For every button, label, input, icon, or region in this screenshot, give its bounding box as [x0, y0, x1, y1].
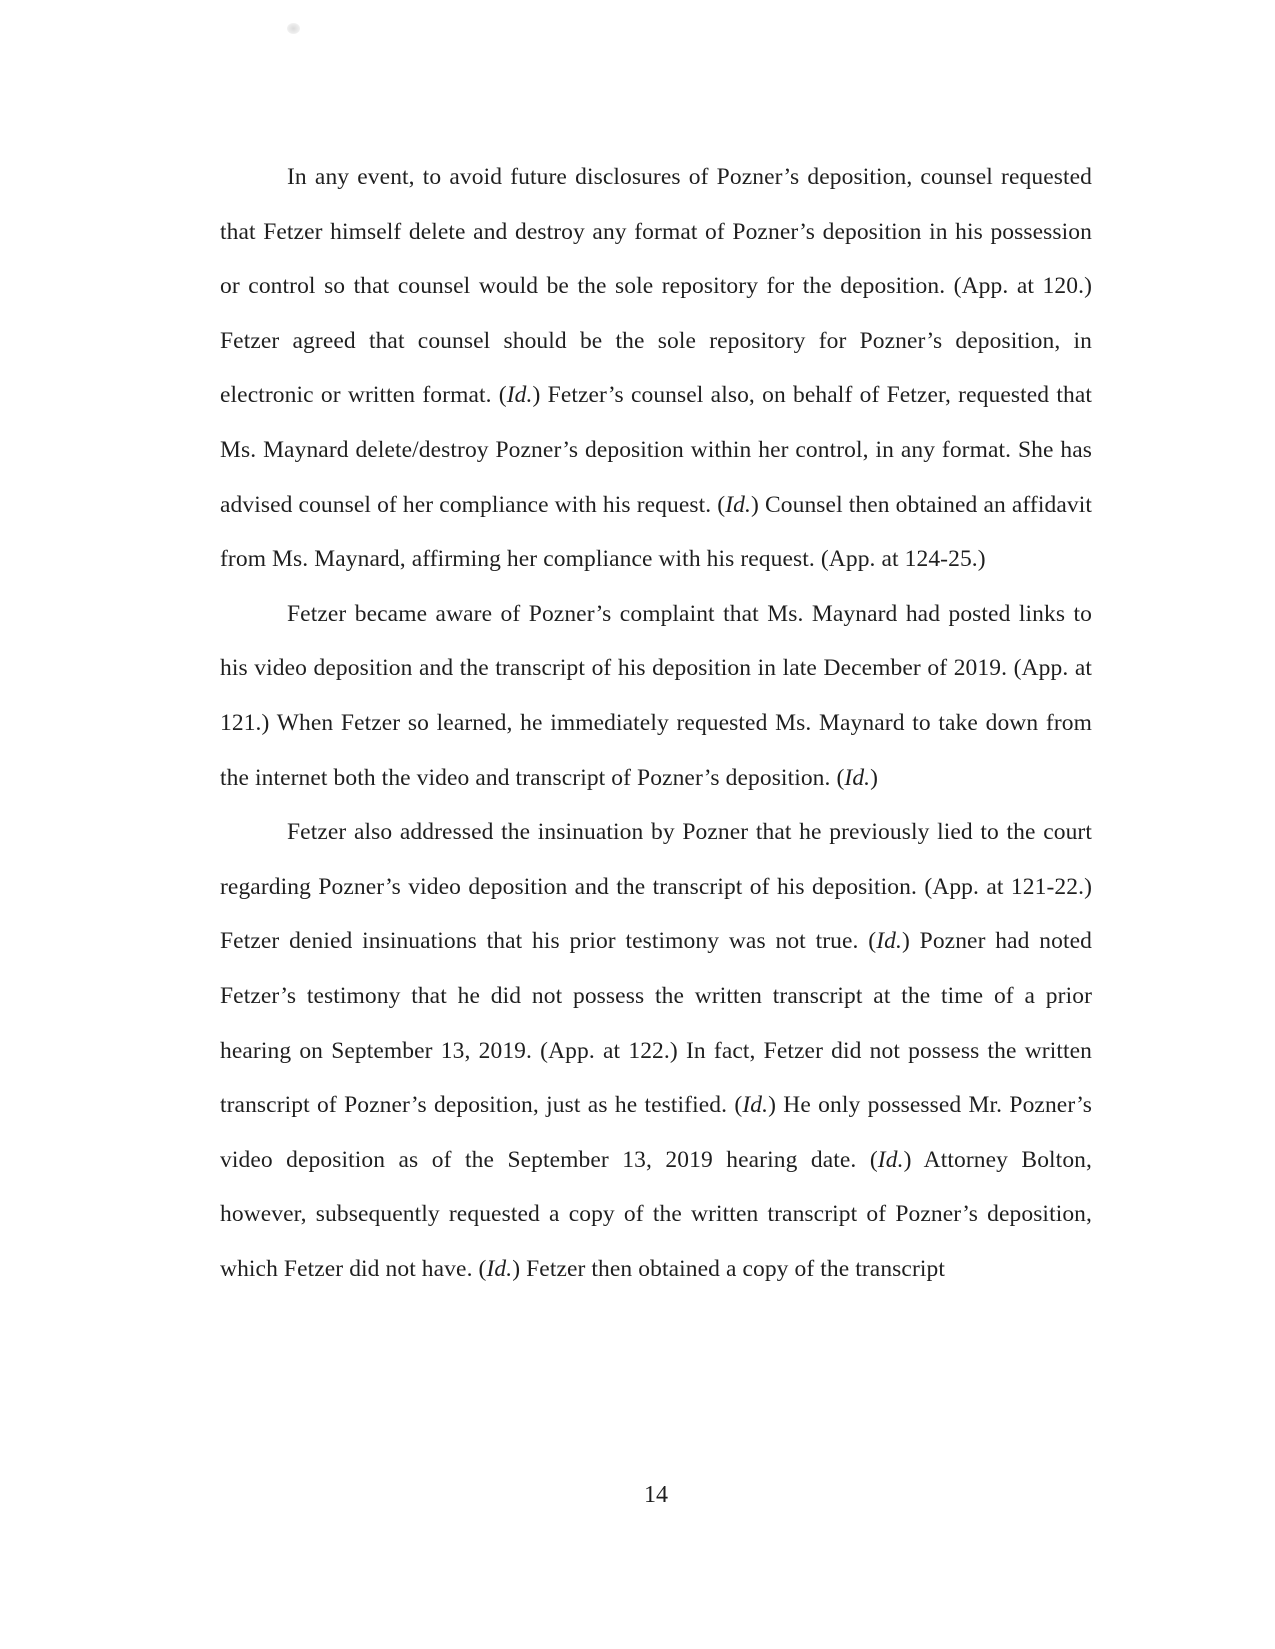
text-run: ) Pozner had noted Fetzer’s testimony that he did not possess the written transcript at the time of a prior hearing on September 13, 2019. (App. at 122.) In fact, Fetzer did not possess the written transcript of Pozner’s deposition, just as he testified. (: [220, 928, 1092, 1119]
citation-id-italic: Id.: [844, 764, 871, 791]
text-run: Fetzer became aware of Pozner’s complaint that Ms. Maynard had posted links to his video deposition and the transcript of his deposition in late December of 2019. (App. at 121.) When Fetzer so learned, he immediately requested Ms. Maynard to take down from the internet both the video and transcript of Pozner’s deposition. (: [220, 600, 1092, 791]
text-run: Fetzer also addressed the insinuation by Pozner that he previously lied to the court regarding Pozner’s video deposition and the transcript of his deposition. (App. at 121-22.) Fetzer denied insinuations that his prior testimony was not true. (: [220, 819, 1092, 955]
text-run: ) Fetzer’s counsel also, on behalf of Fetzer, requested that Ms. Maynard delete/destroy Pozner’s deposition within her control, in any format. She has advised counsel of her compliance with his request. (: [220, 382, 1092, 518]
citation-id-italic: Id.: [742, 1092, 769, 1119]
paragraph-1: [220, 150, 1092, 587]
citation-id-italic: Id.: [877, 1146, 904, 1173]
text-run: ) Counsel then obtained an affidavit from Ms. Maynard, affirming her compliance with his request. (App. at 124-25.): [220, 491, 1092, 573]
paragraph-2: [220, 587, 1092, 805]
text-run: ) Fetzer then obtained a copy of the transcript: [512, 1255, 945, 1282]
text-run: ) Attorney Bolton, however, subsequently requested a copy of the written transcript of Pozner’s deposition, which Fetzer did not have. (: [220, 1146, 1092, 1282]
citation-id-italic: Id.: [486, 1255, 513, 1282]
citation-id-italic: Id.: [506, 382, 533, 409]
text-run: ) He only possessed Mr. Pozner’s video deposition as of the September 13, 2019 hearing date. (: [220, 1092, 1093, 1173]
text-run: ): [870, 764, 879, 791]
scan-smudge-artifact: [287, 23, 300, 34]
citation-id-italic: Id.: [725, 491, 751, 518]
paragraph-3: [220, 805, 1092, 1296]
citation-id-italic: Id.: [876, 928, 902, 955]
text-run: In any event, to avoid future disclosures of Pozner’s deposition, counsel requested that Fetzer himself delete and destroy any format of Pozner’s deposition in his possession or control so that counsel would be the sole repository for the deposition. (App. at 120.) Fetzer agreed that counsel should be the sole repository for Pozner’s deposition, in electronic or written format. (: [220, 164, 1092, 409]
body-text: [220, 150, 1092, 1296]
page-number: 14: [644, 1482, 668, 1508]
